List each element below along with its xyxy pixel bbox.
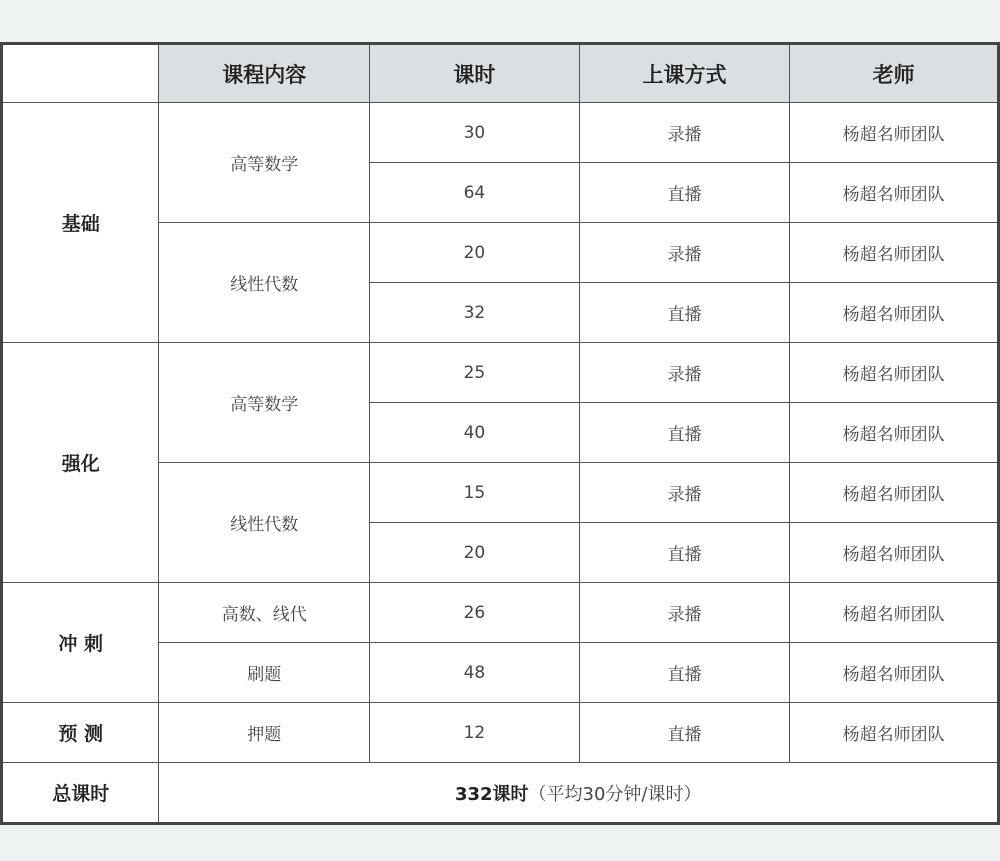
teacher-cell: 杨超名师团队 [790,223,999,283]
mode-cell: 直播 [579,283,790,343]
subject-cell: 线性代数 [159,463,370,583]
subject-cell: 高数、线代 [159,583,370,643]
hours-cell: 25 [370,343,580,403]
mode-cell: 直播 [579,703,790,763]
total-note: （平均30分钟/课时） [528,783,702,805]
teacher-cell: 杨超名师团队 [790,583,999,643]
header-blank [2,44,159,103]
header-row [2,44,999,103]
hours-cell: 20 [370,223,580,283]
teacher-cell: 杨超名师团队 [790,163,999,223]
teacher-cell: 杨超名师团队 [790,703,999,763]
course-table [0,42,1000,825]
subject-cell: 高等数学 [159,343,370,463]
hours-cell: 30 [370,103,580,163]
mode-cell: 录播 [579,103,790,163]
header-content: 课程内容 [159,44,370,103]
hours-cell: 20 [370,523,580,583]
total-label: 总课时 [2,763,159,824]
hours-cell: 40 [370,403,580,463]
subject-cell: 押题 [159,703,370,763]
teacher-cell: 杨超名师团队 [790,523,999,583]
subject-cell: 高等数学 [159,103,370,223]
category-basic: 基础 [2,103,159,343]
header-teacher: 老师 [790,44,999,103]
total-row [2,763,999,824]
teacher-cell: 杨超名师团队 [790,463,999,523]
mode-cell: 直播 [579,403,790,463]
table-row [2,103,999,163]
header-hours: 课时 [370,44,580,103]
mode-cell: 直播 [579,523,790,583]
hours-cell: 64 [370,163,580,223]
category-intensive: 强化 [2,343,159,583]
mode-cell: 录播 [579,583,790,643]
mode-cell: 直播 [579,163,790,223]
header-mode: 上课方式 [579,44,790,103]
subject-cell: 刷题 [159,643,370,703]
mode-cell: 录播 [579,343,790,403]
table-row [2,583,999,643]
teacher-cell: 杨超名师团队 [790,343,999,403]
table-row [2,703,999,763]
mode-cell: 录播 [579,223,790,283]
course-schedule [0,42,1000,825]
teacher-cell: 杨超名师团队 [790,403,999,463]
teacher-cell: 杨超名师团队 [790,283,999,343]
hours-cell: 12 [370,703,580,763]
mode-cell: 直播 [579,643,790,703]
total-value-cell [159,763,999,824]
mode-cell: 录播 [579,463,790,523]
hours-cell: 15 [370,463,580,523]
hours-cell: 26 [370,583,580,643]
subject-cell: 线性代数 [159,223,370,343]
category-sprint: 冲 刺 [2,583,159,703]
hours-cell: 32 [370,283,580,343]
table-row [2,343,999,403]
teacher-cell: 杨超名师团队 [790,103,999,163]
total-hours: 332课时 [454,783,529,805]
teacher-cell: 杨超名师团队 [790,643,999,703]
category-predict: 预 测 [2,703,159,763]
hours-cell: 48 [370,643,580,703]
